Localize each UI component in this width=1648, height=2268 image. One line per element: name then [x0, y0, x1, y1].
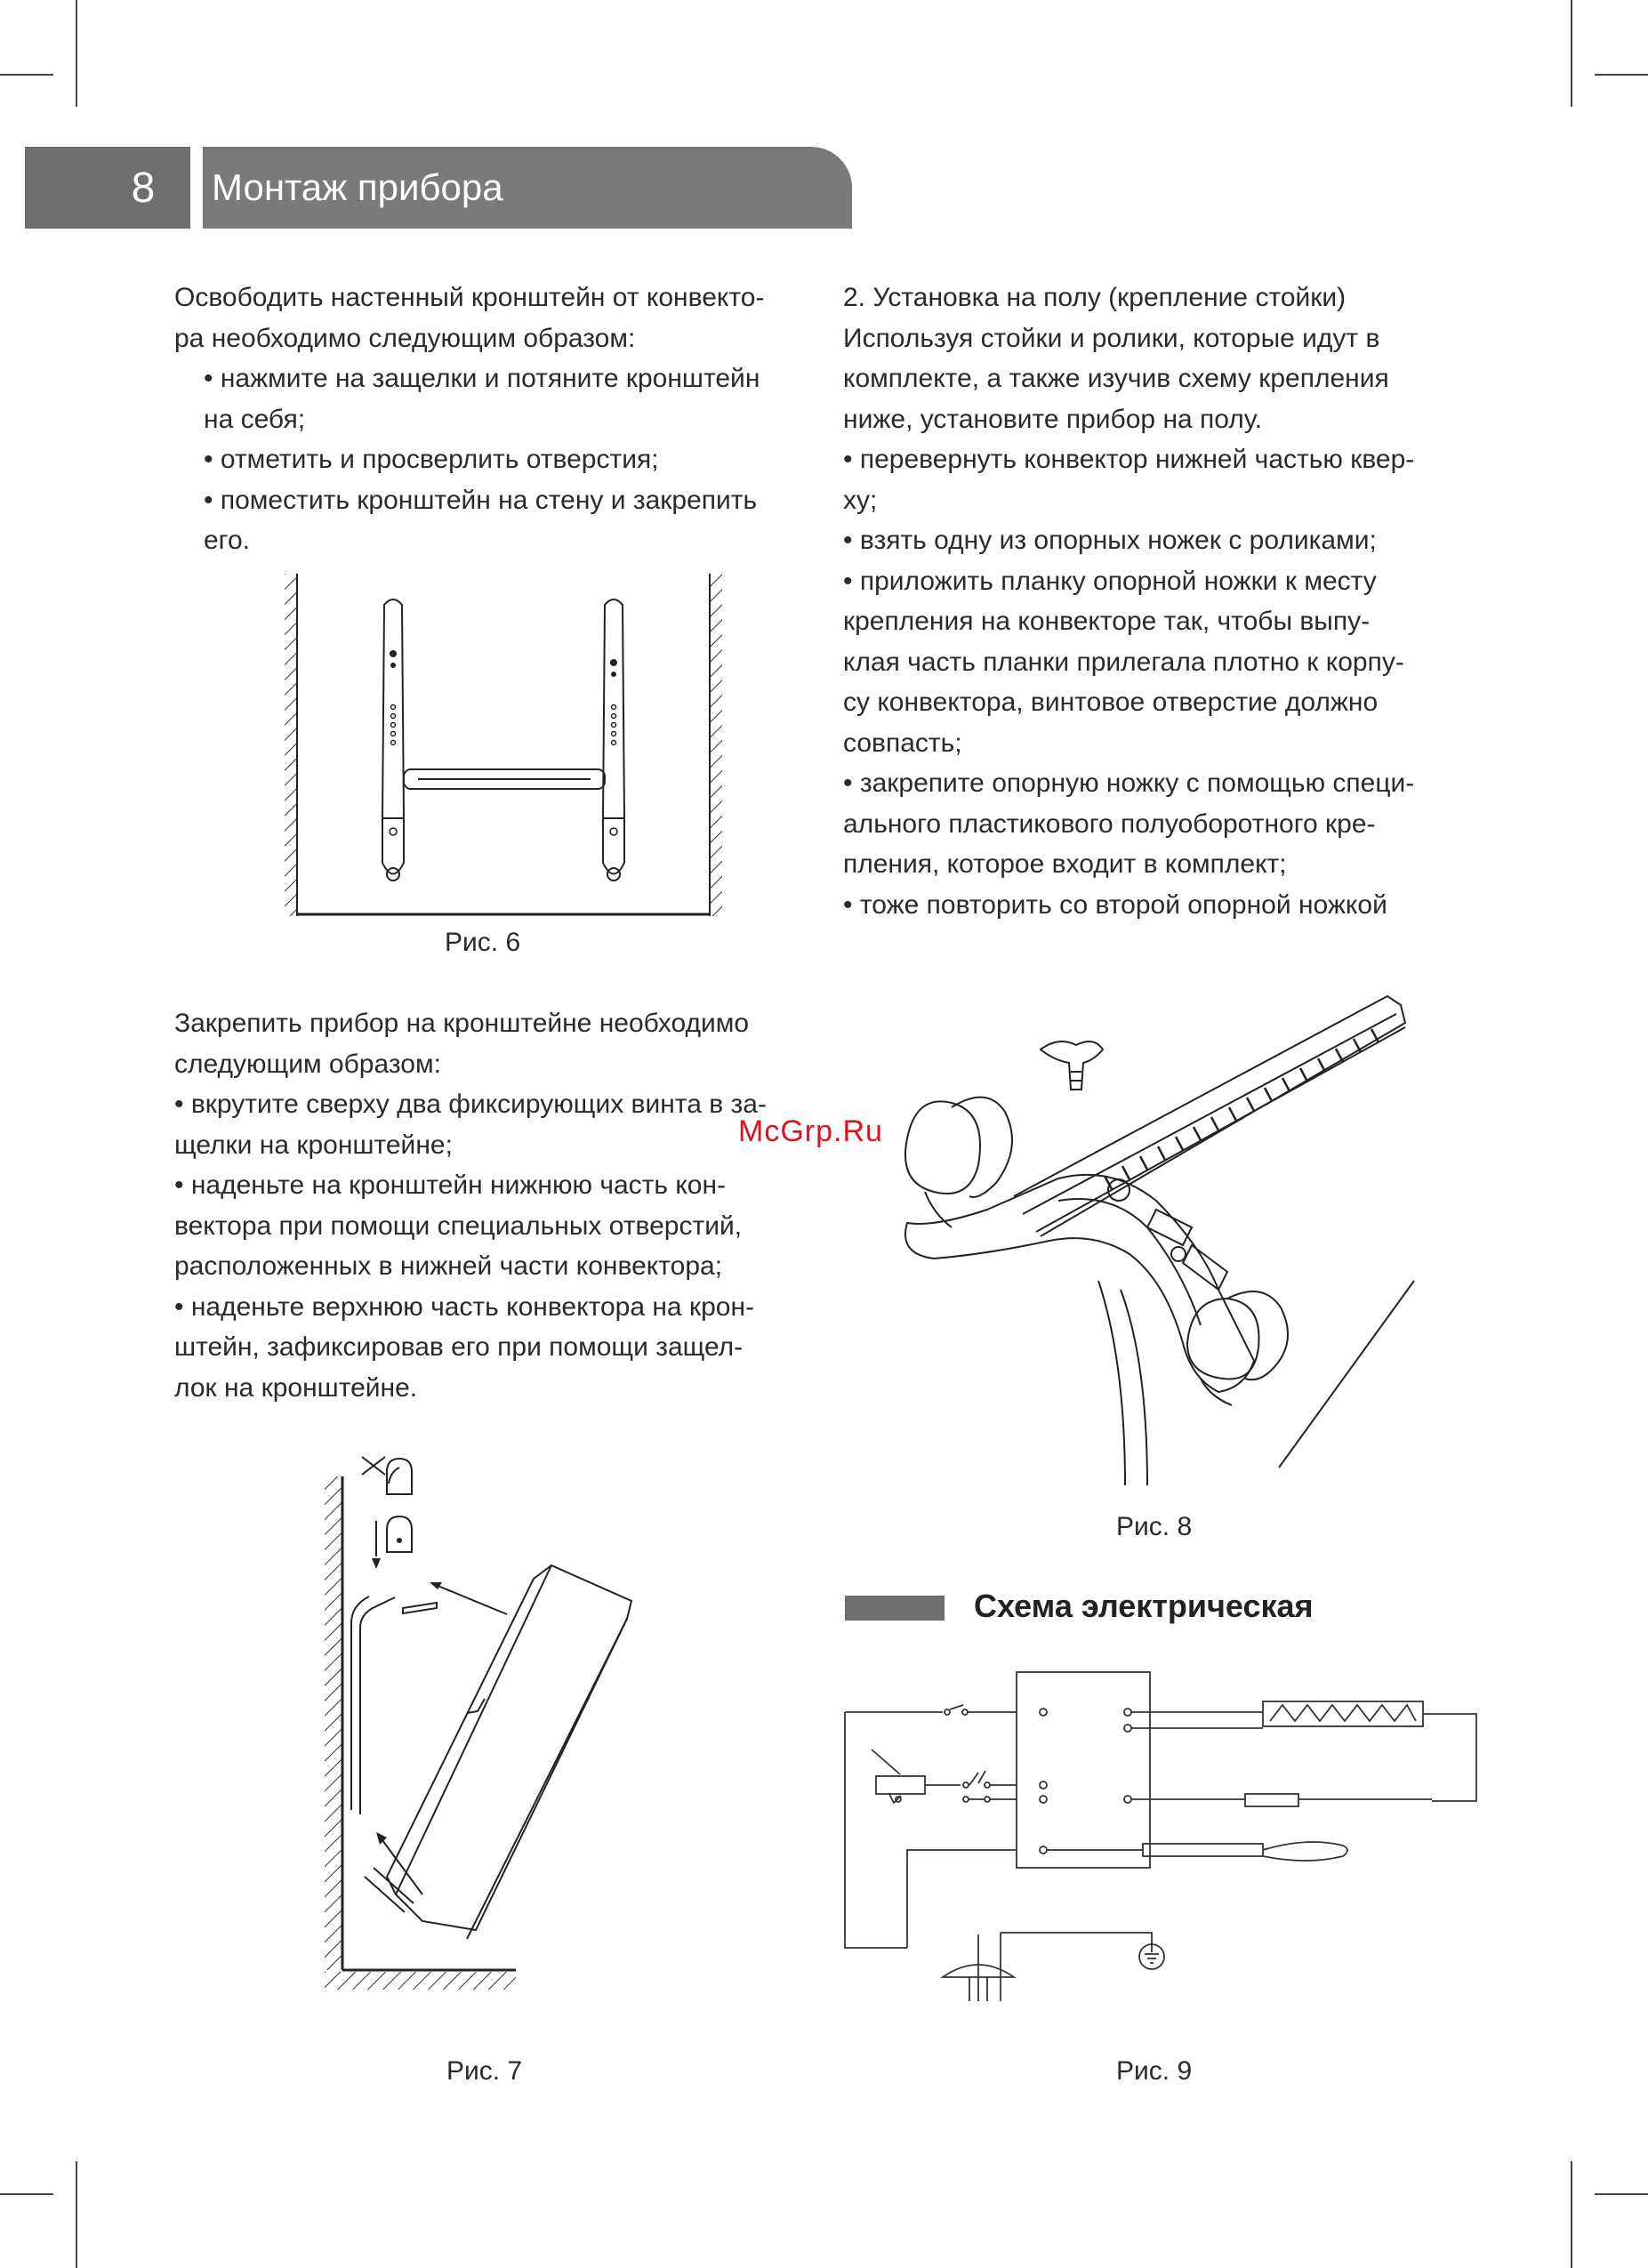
section-bar — [845, 1596, 945, 1621]
figure-8-support-leg — [880, 987, 1432, 1485]
page-title: Монтаж прибора — [203, 147, 852, 229]
text-line: клая часть планки прилегала плотно к корпу- — [843, 647, 1404, 677]
watermark: McGrp.Ru — [738, 1114, 883, 1148]
bullet-item: • взять одну из опорных ножек с роликами; — [843, 526, 1377, 555]
page-number: 8 — [25, 147, 190, 229]
crop-mark — [0, 74, 53, 76]
text-line: ра необходимо следующим образом: — [174, 323, 636, 353]
figure-6-wall-bracket — [285, 574, 729, 916]
text-line: ниже, установите прибор на полу. — [843, 404, 1263, 434]
bullet-item: • поместить кронштейн на стену и закрепить — [204, 485, 758, 515]
bullet-item: • вкрутите сверху два фиксирующих винта в за- — [174, 1090, 767, 1119]
crop-mark — [1571, 0, 1572, 107]
figure-9-caption: Рис. 9 — [1116, 2056, 1193, 2086]
crop-mark — [76, 0, 77, 107]
text-line: следующим образом: — [174, 1049, 441, 1079]
section-title: Схема электрическая — [974, 1588, 1314, 1624]
text-line: совпасть; — [843, 728, 962, 758]
bullet-item: • приложить планку опорной ножки к месту — [843, 566, 1377, 596]
text-line: крепления на конвекторе так, чтобы выпу- — [843, 607, 1371, 636]
crop-mark — [1595, 2193, 1648, 2195]
bullet-item: • наденьте верхнюю часть конвектора на крон- — [174, 1291, 755, 1322]
text-line: расположенных в нижней части конвектора; — [174, 1251, 723, 1281]
mount-instructions — [174, 1003, 801, 1408]
figure-7-mounting-diagram — [325, 1459, 645, 2010]
crop-mark — [1571, 2161, 1572, 2268]
figure-9-electrical-scheme — [845, 1668, 1467, 2006]
bullet-item: • перевернуть конвектор нижней частью квер- — [843, 445, 1415, 474]
text-line: Используя стойки и ролики, которые идут в — [843, 323, 1380, 353]
crop-mark — [1595, 74, 1648, 76]
figure-8-caption: Рис. 8 — [1116, 1512, 1193, 1541]
text-line: Освободить настенный кронштейн от конвекто- — [174, 283, 765, 312]
text-line: 2. Установка на полу (крепление стойки) — [843, 283, 1347, 312]
crop-mark — [76, 2161, 77, 2268]
text-line: вектора при помощи специальных отверстий, — [174, 1210, 743, 1241]
bullet-item: • нажмите на защелки и потяните кронштейн — [204, 364, 760, 393]
text-line: су конвектора, винтовое отверстие должно — [843, 688, 1379, 717]
text-line: его. — [204, 526, 250, 555]
bullet-item: • закрепите опорную ножку с помощью специ- — [843, 768, 1415, 798]
text-line: на себя; — [204, 404, 306, 434]
bullet-item: • тоже повторить со второй опорной ножкой — [843, 889, 1387, 920]
text-line: ху; — [843, 485, 878, 515]
text-line: пления, которое входит в комплект; — [843, 849, 1287, 879]
text-line: Закрепить прибор на кронштейне необходимо — [174, 1009, 750, 1038]
text-line: штейн, зафиксировав его при помощи защел- — [174, 1332, 744, 1362]
text-line: лок на кронштейне. — [174, 1372, 418, 1403]
bullet-item: • отметить и просверлить отверстия; — [204, 445, 659, 474]
crop-mark — [0, 2193, 53, 2195]
text-line: щелки на кронштейне; — [174, 1130, 453, 1160]
figure-7-caption: Рис. 7 — [446, 2056, 523, 2086]
text-line: ального пластикового полуоборотного кре- — [843, 808, 1376, 839]
text-line: комплекте, а также изучив схему крепления — [843, 364, 1389, 393]
figure-6-caption: Рис. 6 — [445, 928, 521, 957]
floor-installation-instructions — [843, 277, 1470, 925]
unmount-instructions — [174, 277, 801, 561]
bullet-item: • наденьте на кронштейн нижнюю часть кон- — [174, 1170, 727, 1200]
